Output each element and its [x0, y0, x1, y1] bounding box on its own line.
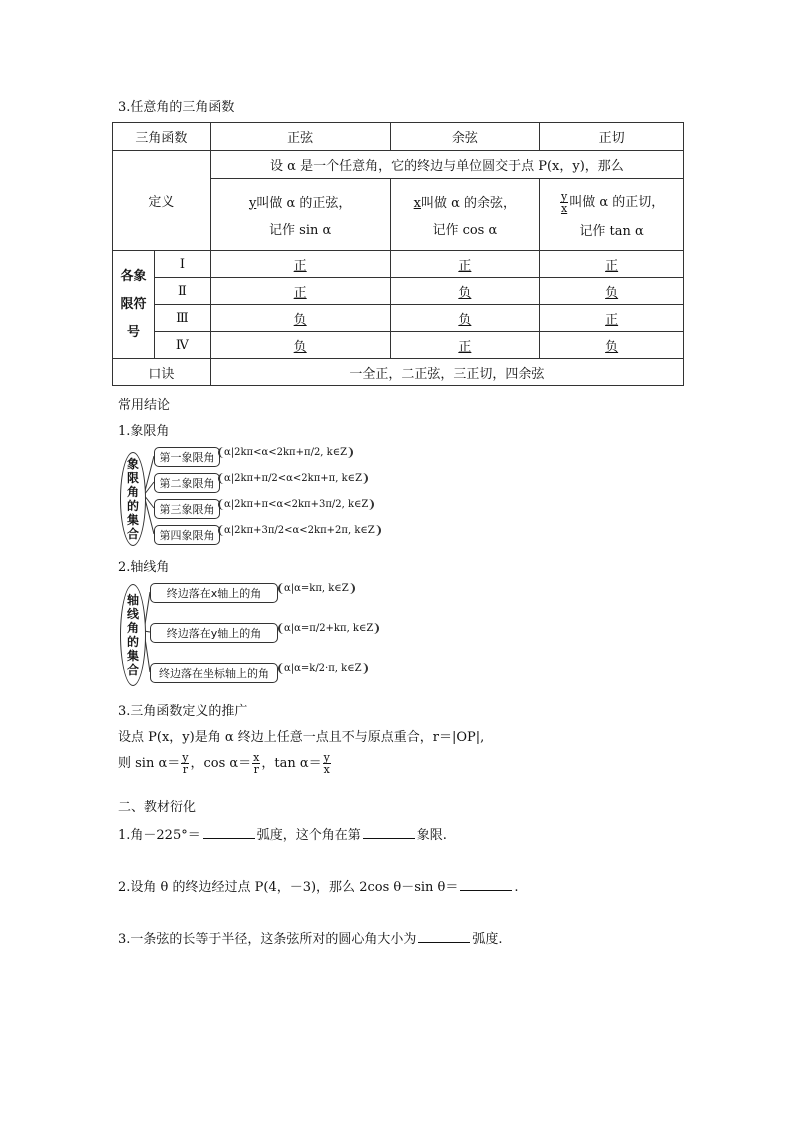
quadrant-1: Ⅰ [154, 251, 210, 278]
header-cos: 余弦 [390, 123, 540, 151]
sign-q4-cos: 正 [458, 339, 472, 355]
quadrant-set-2-expr: α|2kπ+π/2<α<2kπ+π, k∈Z [218, 473, 368, 484]
q3-part-b: 弧度. [472, 932, 503, 947]
tan-def-text: 叫做 α 的正切， [569, 194, 665, 210]
sign-cell [390, 251, 540, 278]
sin-notation: 记作 sin α [269, 222, 332, 238]
sign-cell [210, 278, 390, 305]
sign-label-3: 号 [126, 324, 140, 340]
q2-part-a: 2.设角 θ 的终边经过点 P(4，－3)，那么 2cos θ－sin θ＝ [118, 880, 459, 895]
definition-intro: 设 α 是一个任意角，它的终边与单位圆交于点 P(x，y)，那么 [210, 151, 683, 179]
cos-num: x [253, 751, 260, 764]
quadrant-set-3-name: 第三象限角 [154, 499, 220, 519]
header-trig: 三角函数 [113, 123, 211, 151]
quadrant-set-1-expr: α|2kπ<α<2kπ+π/2, k∈Z [218, 447, 353, 458]
q1-part-b: 弧度，这个角在第 [256, 828, 361, 843]
tan-den: x [560, 201, 568, 215]
quadrant-4: Ⅳ [154, 332, 210, 359]
sign-label-2: 限符 [120, 296, 147, 312]
generalize-formula [118, 752, 332, 775]
sin-var: y [248, 195, 257, 211]
generalize-text: 设点 P(x，y)是角 α 终边上任意一点且不与原点重合，r＝|OP|, [118, 730, 485, 745]
quadrant-set-label [120, 452, 146, 546]
sign-q1-tan: 正 [605, 258, 619, 274]
section-title: 3.任意角的三角函数 [118, 100, 235, 115]
sign-q2-tan: 负 [605, 285, 619, 301]
quadrant-2: Ⅱ [154, 278, 210, 305]
label-char: 轴 [126, 593, 139, 607]
label-char: 限 [126, 471, 139, 485]
trig-function-table [112, 122, 684, 386]
cos-def-text: 叫做 α 的余弦， [421, 195, 517, 211]
axis-set-2-name: 终边落在y轴上的角 [150, 623, 278, 643]
axis-set-label [120, 584, 146, 686]
sign-cell [540, 251, 684, 278]
sign-q1-cos: 正 [458, 258, 472, 274]
axis-set-1-expr: α|α=kπ, k∈Z [278, 583, 355, 594]
sign-q1-sin: 正 [293, 258, 307, 274]
axis-title: 2.轴线角 [118, 560, 170, 575]
quadrant-set-4-name: 第四象限角 [154, 525, 220, 545]
sign-cell [540, 332, 684, 359]
tan-num: y [323, 751, 330, 764]
question-1 [118, 824, 447, 843]
quadrant-set-1-name: 第一象限角 [154, 447, 220, 467]
header-tan: 正切 [540, 123, 684, 151]
cos-lead: ，cos α＝ [190, 756, 252, 771]
sign-label [113, 251, 155, 359]
answer-blank[interactable] [418, 930, 470, 943]
sign-cell [540, 278, 684, 305]
q3-part-a: 3.一条弦的长等于半径，这条弦所对的圆心角大小为 [118, 932, 417, 947]
q1-part-a: 1.角－225°＝ [118, 828, 201, 843]
sin-lead: 则 sin α＝ [118, 756, 181, 771]
label-char: 的 [126, 499, 139, 513]
sign-q3-sin: 负 [293, 312, 307, 328]
axis-set-2-expr: α|α=π/2+kπ, k∈Z [278, 623, 379, 634]
sign-cell [210, 251, 390, 278]
label-char: 线 [126, 607, 139, 621]
tan-num: y [560, 189, 568, 203]
sign-cell [390, 278, 540, 305]
cos-definition [390, 179, 540, 251]
label-char: 象 [126, 457, 139, 471]
label-char: 的 [126, 635, 139, 649]
q1-part-c: 象限. [416, 828, 447, 843]
quadrant-set-3-expr: α|2kπ+π<α<2kπ+3π/2, k∈Z [218, 499, 374, 510]
quadrant-set-2-name: 第二象限角 [154, 473, 220, 493]
cos-notation: 记作 cos α [432, 222, 498, 238]
label-char: 集 [126, 513, 139, 527]
tan-den: x [323, 763, 330, 776]
question-2 [118, 876, 519, 895]
label-char: 集 [126, 649, 139, 663]
axis-set-3-name: 终边落在坐标轴上的角 [150, 663, 278, 683]
sign-cell [210, 305, 390, 332]
label-char: 角 [126, 621, 139, 635]
label-char: 合 [126, 663, 139, 677]
common-title: 常用结论 [118, 398, 171, 413]
sign-cell [210, 332, 390, 359]
axis-set-1-name: 终边落在x轴上的角 [150, 583, 278, 603]
tan-notation: 记作 tan α [579, 223, 644, 239]
generalize-title: 3.三角函数定义的推广 [118, 704, 248, 719]
answer-blank[interactable] [363, 826, 415, 839]
sin-den: r [182, 763, 188, 776]
sin-def-text: 叫做 α 的正弦， [256, 195, 352, 211]
q2-part-b: . [514, 880, 519, 895]
cos-var: x [413, 195, 421, 211]
tan-definition [540, 179, 684, 251]
tan-lead: ，tan α＝ [261, 756, 322, 771]
sign-q2-cos: 负 [458, 285, 472, 301]
textbook-title: 二、教材衍化 [118, 800, 197, 815]
quadrant-title: 1.象限角 [118, 424, 170, 439]
sign-label-1: 各象 [120, 268, 147, 284]
label-char: 角 [126, 485, 139, 499]
label-char: 合 [126, 527, 139, 541]
cos-den: r [253, 763, 259, 776]
mnemonic: 一全正，二正弦，三正切，四余弦 [210, 359, 683, 386]
mnemonic-label: 口诀 [113, 359, 211, 386]
question-3 [118, 928, 503, 947]
sin-definition [210, 179, 390, 251]
header-sin: 正弦 [210, 123, 390, 151]
sign-cell [390, 305, 540, 332]
quadrant-3: Ⅲ [154, 305, 210, 332]
sign-cell [540, 305, 684, 332]
quadrant-set-4-expr: α|2kπ+3π/2<α<2kπ+2π, k∈Z [218, 525, 381, 536]
sin-num: y [182, 751, 189, 764]
answer-blank[interactable] [460, 878, 512, 891]
sign-q4-tan: 负 [605, 339, 619, 355]
sign-q2-sin: 正 [293, 285, 307, 301]
sign-cell [390, 332, 540, 359]
axis-set-3-expr: α|α=k/2·π, k∈Z [278, 663, 368, 674]
answer-blank[interactable] [203, 826, 255, 839]
sign-q4-sin: 负 [293, 339, 307, 355]
sign-q3-cos: 负 [458, 312, 472, 328]
sign-q3-tan: 正 [605, 312, 619, 328]
definition-label: 定义 [113, 151, 211, 251]
